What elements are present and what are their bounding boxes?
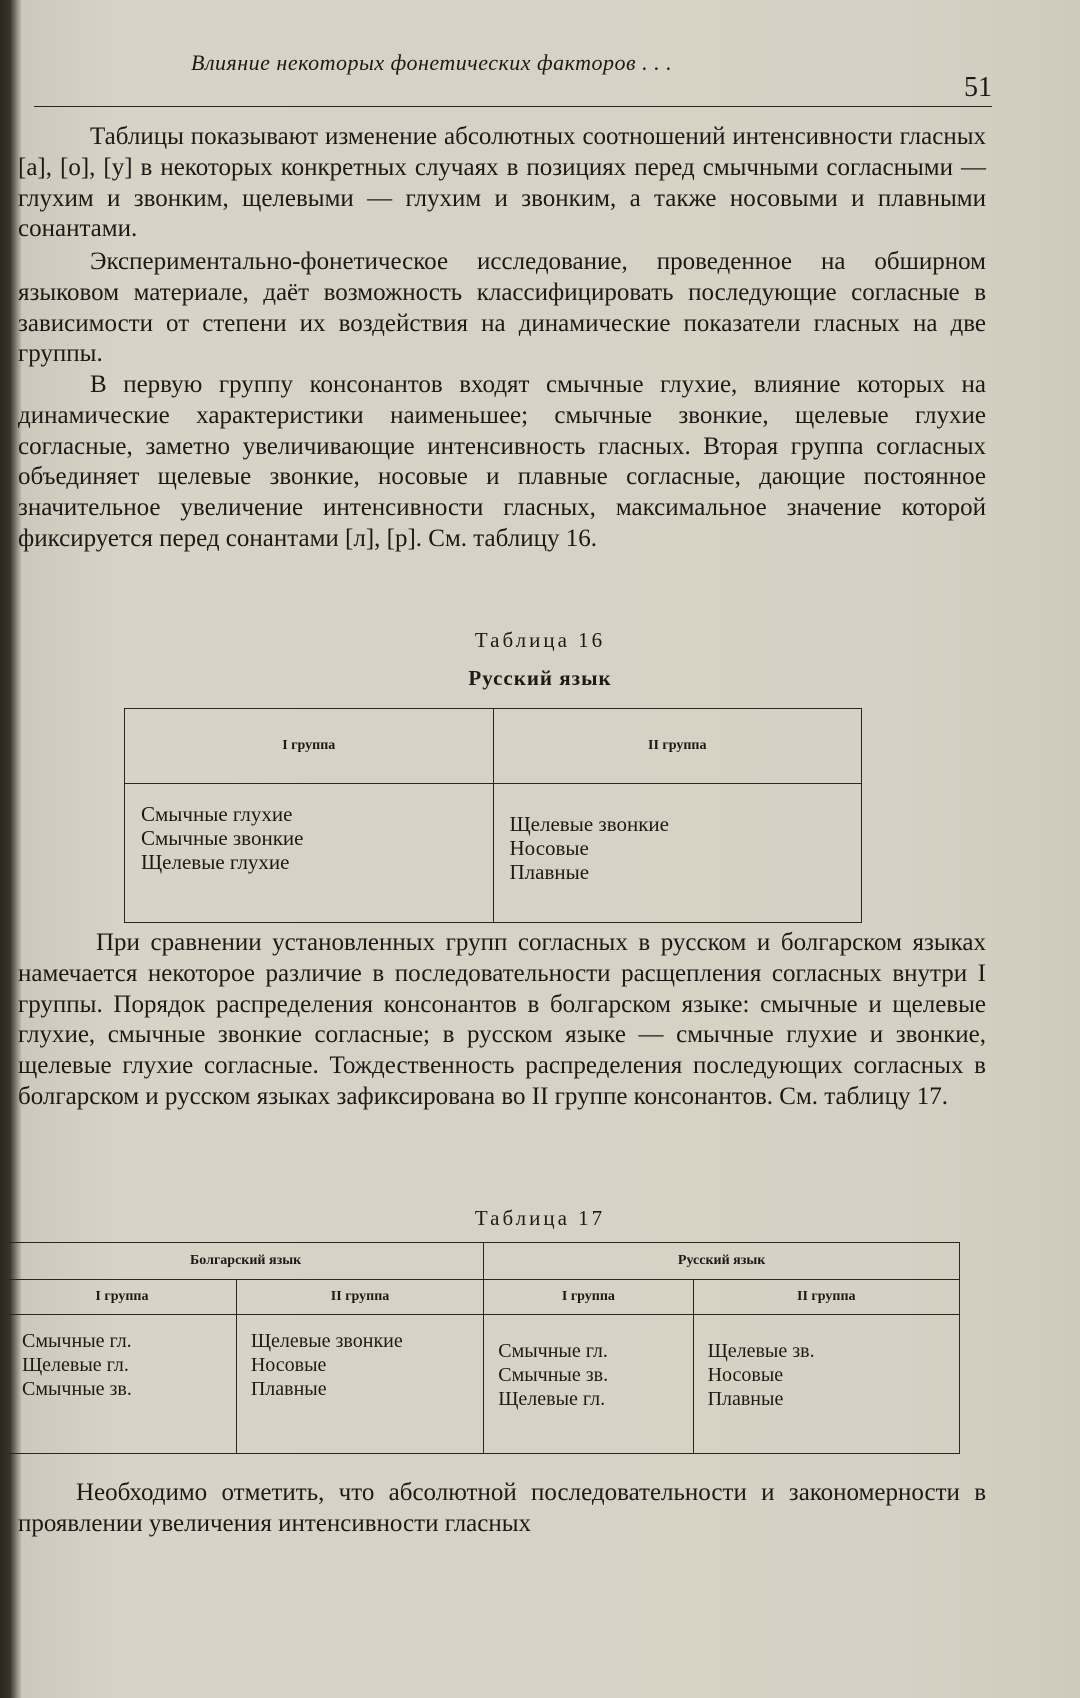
table17-item: Смычные зв. [498,1364,609,1386]
table16-caption: Таблица 16 [474,628,606,652]
table16-subtitle: Русский язык [468,666,612,690]
table17-item: Смычные гл. [498,1340,608,1362]
running-title: Влияние некоторых фонетических факторов . . . [191,50,673,75]
page-number: 51 [964,72,992,103]
table17-item: Плавные [707,1388,784,1410]
table17-bg-group2: II группа [236,1280,483,1315]
table-16 [124,708,862,923]
table17-ru-group1: I группа [484,1280,693,1315]
table17-item: Щелевые звонкие [250,1330,403,1352]
page-header [34,44,992,107]
table16-col1-item: Смычные глухие [141,802,293,826]
table17-item: Плавные [250,1378,327,1400]
table17-item: Щелевые зв. [707,1340,815,1362]
table16-col1-item: Щелевые глухие [141,850,290,874]
table17-lang-bulgarian: Болгарский язык [8,1243,484,1280]
table17-bg-group1: I группа [8,1280,236,1315]
table-17 [8,1242,960,1454]
table17-ru-group2: II группа [693,1280,959,1315]
table17-item: Носовые [250,1354,327,1376]
table17-item: Носовые [707,1364,784,1386]
table17-item: Смычные зв. [22,1378,132,1400]
table17-ru-g2-cell [693,1315,959,1454]
table17-item: Щелевые гл. [22,1354,129,1376]
table16-col1-header: I группа [125,709,494,784]
table17-caption: Таблица 17 [474,1206,606,1230]
table16-col2-item: Щелевые звонкие [509,812,669,836]
table16-col1-item: Смычные звонкие [141,826,304,850]
paragraph-2: Экспериментально-фонетическое исследование, проведенное на обширном языковом материале, даёт возможность классифицировать последующие согласные в зависимости от степени их воздействия на динамические показатели гласных на две группы. [18,248,986,368]
table16-col2-header: II группа [493,709,862,784]
paragraph-1: Таблицы показывают изменение абсолютных соотношений интенсивности гласных [а], [о], [у] в некоторых конкретных случаях в позициях перед смычными согласными — глухим и звонким, щелевыми — глухим и звонким, а также носовыми и плавными сонантами. [18,123,986,243]
table16-col2-cell [493,784,862,923]
paragraph-3: В первую группу консонантов входят смычные глухие, влияние которых на динамические характеристики наименьшее; смычные звонкие, щелевые глухие согласные, заметно увеличивающие интенсивность гласных. Вторая группа согласных объединяет щелевые звонкие, носовые и плавные согласные, дающие постоянное значительное увеличение интенсивности гласных, максимальное значение которой фиксируется перед сонантами [л], [р]. См. таблицу 16. [18,371,986,552]
table17-ru-g1-cell [484,1315,693,1454]
table17-bg-g2-cell [236,1315,483,1454]
paragraph-4: При сравнении установленных групп согласных в русском и болгарском языках намечается некоторое различие в последовательности расщепления согласных внутри I группы. Порядок распределения консонантов в болгарском языке: смычные и щелевые глухие, смычные звонкие согласные; в русском языке — смычные глухие и звонкие, щелевые глухие согласные. Тождественность распределения последующих согласных в болгарском и русском языках зафиксирована во II группе консонантов. См. таблицу 17. [18,929,986,1110]
table17-bg-g1-cell [8,1315,236,1454]
table16-col1-cell [125,784,494,923]
table16-col2-item: Плавные [509,860,590,884]
table17-item: Щелевые гл. [498,1388,606,1410]
table17-lang-russian: Русский язык [484,1243,960,1280]
paragraph-5: Необходимо отметить, что абсолютной последовательности и закономерности в проявлении увеличения интенсивности гласных [18,1479,986,1537]
table16-col2-item: Носовые [509,836,589,860]
table17-item: Смычные гл. [22,1330,132,1352]
